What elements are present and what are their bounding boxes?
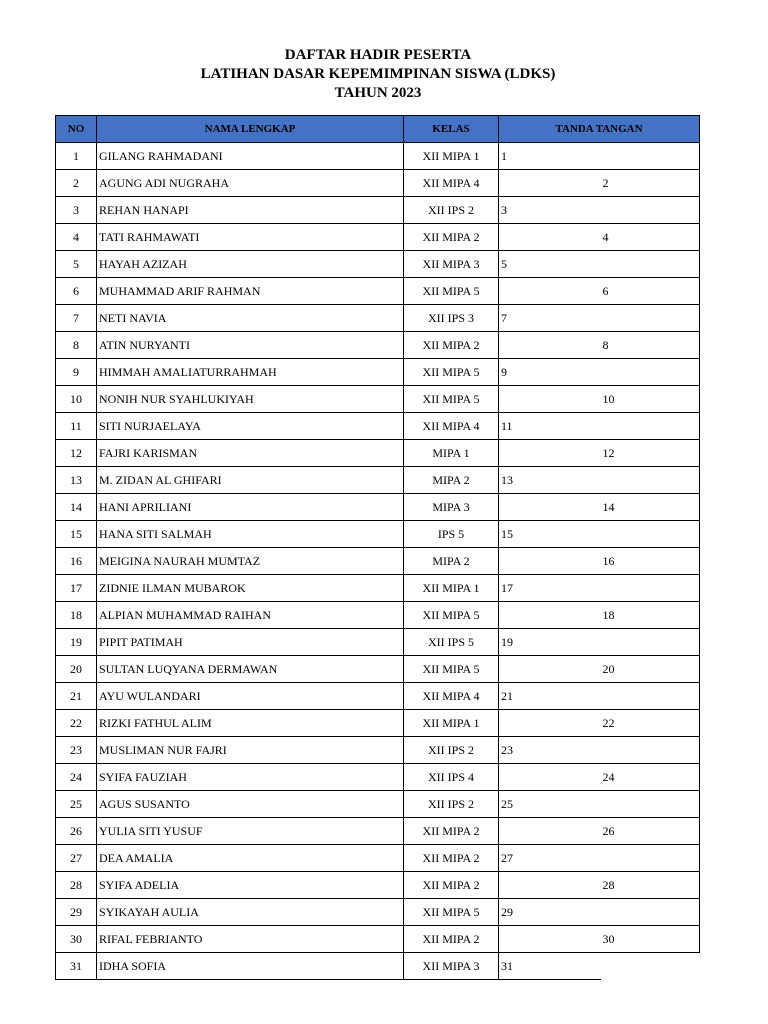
row-number: 10 [56, 386, 97, 413]
participant-class: XII IPS 2 [404, 197, 499, 224]
participant-name: YULIA SITI YUSUF [97, 818, 404, 845]
participant-name: AGUS SUSANTO [97, 791, 404, 818]
signature-cell[interactable]: 21 [499, 683, 601, 710]
participant-name: SYIFA ADELIA [97, 872, 404, 899]
participant-name: ZIDNIE ILMAN MUBAROK [97, 575, 404, 602]
signature-cell[interactable]: 1 [499, 143, 601, 170]
signature-blank [499, 926, 601, 953]
row-number: 2 [56, 170, 97, 197]
table-row [56, 575, 700, 602]
participant-name: SYIFA FAUZIAH [97, 764, 404, 791]
signature-blank [499, 548, 601, 575]
participant-class: XII IPS 5 [404, 629, 499, 656]
signature-blank [499, 332, 601, 359]
participant-class: XII MIPA 5 [404, 359, 499, 386]
row-number: 26 [56, 818, 97, 845]
participant-class: XII MIPA 1 [404, 710, 499, 737]
signature-blank [499, 710, 601, 737]
table-row [56, 629, 700, 656]
participant-class: XII MIPA 5 [404, 278, 499, 305]
signature-blank [601, 629, 700, 656]
signature-cell[interactable]: 3 [499, 197, 601, 224]
signature-cell[interactable]: 11 [499, 413, 601, 440]
participant-class: XII MIPA 4 [404, 170, 499, 197]
row-number: 25 [56, 791, 97, 818]
table-row [56, 845, 700, 872]
table-row [56, 548, 700, 575]
signature-blank [601, 467, 700, 494]
row-number: 30 [56, 926, 97, 953]
participant-name: DEA AMALIA [97, 845, 404, 872]
participant-name: IDHA SOFIA [97, 953, 404, 980]
col-header-signature: TANDA TANGAN [499, 116, 700, 143]
participant-name: RIZKI FATHUL ALIM [97, 710, 404, 737]
signature-cell[interactable]: 5 [499, 251, 601, 278]
participant-class: XII IPS 4 [404, 764, 499, 791]
table-row [56, 278, 700, 305]
signature-blank [601, 899, 700, 926]
signature-blank [601, 521, 700, 548]
participant-class: XII IPS 2 [404, 791, 499, 818]
row-number: 31 [56, 953, 97, 980]
row-number: 29 [56, 899, 97, 926]
participant-name: MEIGINA NAURAH MUMTAZ [97, 548, 404, 575]
table-row [56, 764, 700, 791]
table-row [56, 602, 700, 629]
table-row [56, 170, 700, 197]
signature-cell[interactable]: 16 [601, 548, 700, 575]
participant-class: XII MIPA 3 [404, 953, 499, 980]
participant-name: NETI NAVIA [97, 305, 404, 332]
row-number: 28 [56, 872, 97, 899]
participant-name: FAJRI KARISMAN [97, 440, 404, 467]
row-number: 21 [56, 683, 97, 710]
participant-class: XII MIPA 2 [404, 872, 499, 899]
table-row [56, 791, 700, 818]
signature-blank [601, 251, 700, 278]
signature-blank [601, 413, 700, 440]
participant-class: IPS 5 [404, 521, 499, 548]
participant-class: XII MIPA 3 [404, 251, 499, 278]
participant-class: XII MIPA 2 [404, 818, 499, 845]
row-number: 11 [56, 413, 97, 440]
signature-cell[interactable]: 10 [601, 386, 700, 413]
signature-cell[interactable]: 9 [499, 359, 601, 386]
participant-name: MUSLIMAN NUR FAJRI [97, 737, 404, 764]
participant-name: SITI NURJAELAYA [97, 413, 404, 440]
table-row [56, 683, 700, 710]
participant-class: MIPA 2 [404, 467, 499, 494]
signature-blank [601, 845, 700, 872]
signature-cell[interactable]: 12 [601, 440, 700, 467]
signature-blank [499, 494, 601, 521]
row-number: 18 [56, 602, 97, 629]
row-number: 4 [56, 224, 97, 251]
signature-blank [499, 872, 601, 899]
table-row [56, 710, 700, 737]
signature-blank [601, 683, 700, 710]
participant-name: ALPIAN MUHAMMAD RAIHAN [97, 602, 404, 629]
participant-class: XII MIPA 1 [404, 143, 499, 170]
table-row [56, 899, 700, 926]
table-row [56, 494, 700, 521]
title-line-1: DAFTAR HADIR PESERTA [284, 47, 472, 63]
participant-name: SULTAN LUQYANA DERMAWAN [97, 656, 404, 683]
participant-name: REHAN HANAPI [97, 197, 404, 224]
signature-cell[interactable]: 17 [499, 575, 601, 602]
participant-class: MIPA 1 [404, 440, 499, 467]
col-header-kelas: KELAS [404, 116, 499, 143]
row-number: 6 [56, 278, 97, 305]
row-number: 20 [56, 656, 97, 683]
participant-name: NONIH NUR SYAHLUKIYAH [97, 386, 404, 413]
participant-class: XII MIPA 4 [404, 413, 499, 440]
table-row [56, 332, 700, 359]
signature-cell[interactable]: 27 [499, 845, 601, 872]
signature-blank [499, 764, 601, 791]
signature-cell[interactable]: 14 [601, 494, 700, 521]
signature-blank [499, 602, 601, 629]
signature-blank [601, 737, 700, 764]
participant-class: XII MIPA 2 [404, 332, 499, 359]
participant-class: XII MIPA 5 [404, 656, 499, 683]
signature-blank [601, 305, 700, 332]
table-row [56, 926, 700, 953]
participant-class: XII MIPA 2 [404, 224, 499, 251]
signature-cell[interactable]: 15 [499, 521, 601, 548]
row-number: 5 [56, 251, 97, 278]
signature-blank [499, 656, 601, 683]
signature-cell[interactable]: 13 [499, 467, 601, 494]
participant-class: XII MIPA 5 [404, 899, 499, 926]
signature-blank [499, 386, 601, 413]
participant-name: AYU WULANDARI [97, 683, 404, 710]
signature-blank [601, 143, 700, 170]
signature-cell[interactable]: 8 [601, 332, 700, 359]
table-header-row [56, 116, 700, 143]
row-number: 3 [56, 197, 97, 224]
participant-name: AGUNG ADI NUGRAHA [97, 170, 404, 197]
participant-name: RIFAL FEBRIANTO [97, 926, 404, 953]
participant-name: ATIN NURYANTI [97, 332, 404, 359]
signature-blank [601, 197, 700, 224]
row-number: 24 [56, 764, 97, 791]
participant-name: SYIKAYAH AULIA [97, 899, 404, 926]
signature-blank [499, 818, 601, 845]
participant-class: XII IPS 2 [404, 737, 499, 764]
signature-cell[interactable]: 31 [499, 953, 601, 980]
table-row [56, 359, 700, 386]
table-row [56, 305, 700, 332]
table-row [56, 737, 700, 764]
row-number: 19 [56, 629, 97, 656]
attendance-table [55, 115, 700, 980]
signature-cell[interactable]: 2 [601, 170, 700, 197]
signature-cell[interactable]: 25 [499, 791, 601, 818]
row-number: 1 [56, 143, 97, 170]
table-row [56, 818, 700, 845]
row-number: 16 [56, 548, 97, 575]
signature-cell[interactable]: 26 [601, 818, 700, 845]
participant-class: XII MIPA 4 [404, 683, 499, 710]
participant-name: HIMMAH AMALIATURRAHMAH [97, 359, 404, 386]
table-row [56, 953, 700, 980]
table-row [56, 143, 700, 170]
table-body [56, 143, 700, 980]
participant-class: XII MIPA 2 [404, 926, 499, 953]
signature-cell[interactable]: 22 [601, 710, 700, 737]
signature-cell[interactable]: 30 [601, 926, 700, 953]
participant-class: XII MIPA 2 [404, 845, 499, 872]
row-number: 15 [56, 521, 97, 548]
table-row [56, 440, 700, 467]
participant-name: GILANG RAHMADANI [97, 143, 404, 170]
signature-cell[interactable]: 28 [601, 872, 700, 899]
signature-cell[interactable]: 4 [601, 224, 700, 251]
signature-cell[interactable]: 20 [601, 656, 700, 683]
participant-name: HANI APRILIANI [97, 494, 404, 521]
signature-blank [499, 440, 601, 467]
row-number: 8 [56, 332, 97, 359]
signature-cell[interactable]: 24 [601, 764, 700, 791]
signature-cell[interactable]: 23 [499, 737, 601, 764]
signature-blank [601, 953, 700, 980]
table-row [56, 413, 700, 440]
row-number: 14 [56, 494, 97, 521]
participant-name: M. ZIDAN AL GHIFARI [97, 467, 404, 494]
participant-class: MIPA 3 [404, 494, 499, 521]
participant-class: MIPA 2 [404, 548, 499, 575]
participant-name: TATI RAHMAWATI [97, 224, 404, 251]
row-number: 13 [56, 467, 97, 494]
table-row [56, 197, 700, 224]
signature-cell[interactable]: 18 [601, 602, 700, 629]
title-line-2: LATIHAN DASAR KEPEMIMPINAN SISWA (LDKS) [200, 66, 556, 82]
signature-cell[interactable]: 29 [499, 899, 601, 926]
col-header-no: NO [56, 116, 97, 143]
signature-cell[interactable]: 19 [499, 629, 601, 656]
signature-blank [499, 170, 601, 197]
document-title [0, 46, 756, 103]
signature-cell[interactable]: 7 [499, 305, 601, 332]
participant-name: HANA SITI SALMAH [97, 521, 404, 548]
row-number: 9 [56, 359, 97, 386]
participant-name: HAYAH AZIZAH [97, 251, 404, 278]
table-row [56, 224, 700, 251]
signature-blank [601, 575, 700, 602]
table-row [56, 521, 700, 548]
table-row [56, 386, 700, 413]
table-row [56, 467, 700, 494]
row-number: 23 [56, 737, 97, 764]
row-number: 12 [56, 440, 97, 467]
row-number: 27 [56, 845, 97, 872]
row-number: 7 [56, 305, 97, 332]
signature-cell[interactable]: 6 [601, 278, 700, 305]
table-row [56, 251, 700, 278]
signature-blank [601, 359, 700, 386]
signature-blank [601, 791, 700, 818]
participant-class: XII IPS 3 [404, 305, 499, 332]
participant-name: MUHAMMAD ARIF RAHMAN [97, 278, 404, 305]
participant-class: XII MIPA 5 [404, 386, 499, 413]
col-header-name: NAMA LENGKAP [97, 116, 404, 143]
signature-blank [499, 224, 601, 251]
table-row [56, 656, 700, 683]
title-line-3: TAHUN 2023 [334, 85, 422, 101]
row-number: 17 [56, 575, 97, 602]
participant-class: XII MIPA 5 [404, 602, 499, 629]
participant-name: PIPIT PATIMAH [97, 629, 404, 656]
row-number: 22 [56, 710, 97, 737]
signature-blank [499, 278, 601, 305]
participant-class: XII MIPA 1 [404, 575, 499, 602]
table-row [56, 872, 700, 899]
